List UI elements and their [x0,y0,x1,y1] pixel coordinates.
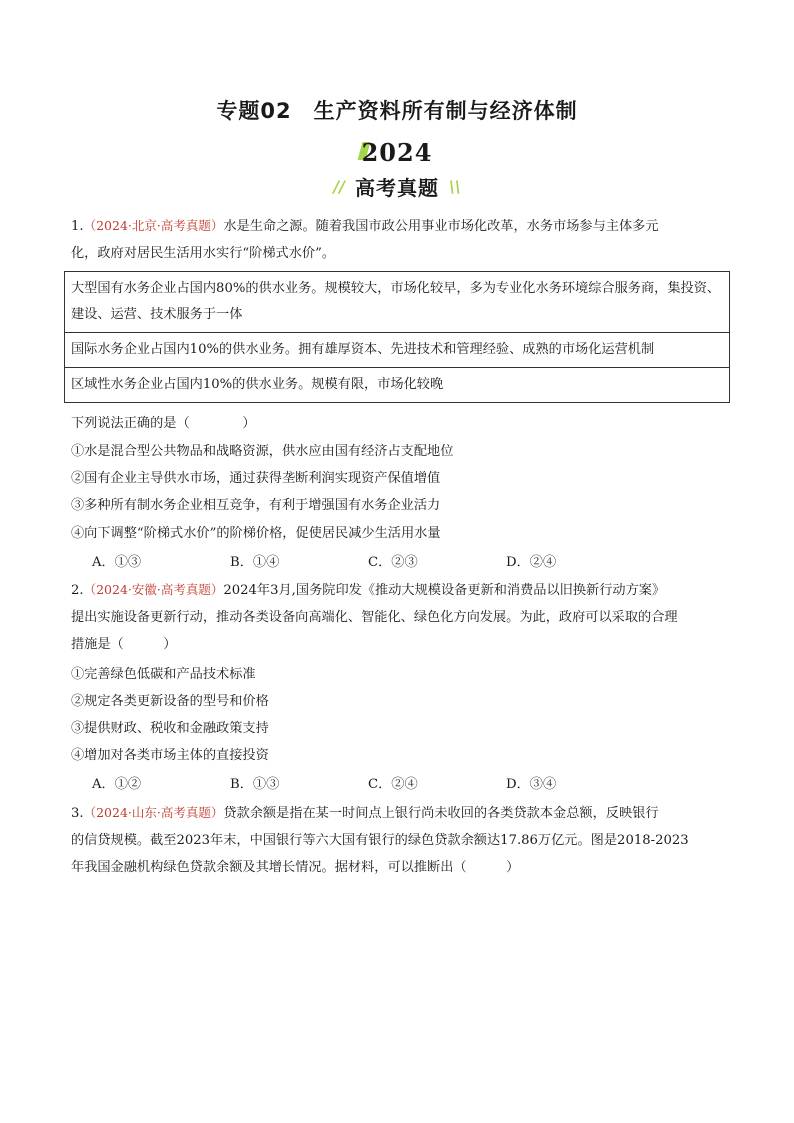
badge-label: 高考真题 [355,176,439,200]
choice-b[interactable]: B．①③ [230,777,280,792]
question-text: 化，政府对居民生活用水实行“阶梯式水价”。 [71,246,336,261]
question-source: （2024·北京·高考真题） [83,218,224,233]
right-slash-decoration: \\ [449,177,461,196]
choice-c[interactable]: C．②④ [368,777,418,792]
question-number: 3. [71,806,84,821]
question-3-stem [71,799,731,881]
statement-item: ④向下调整“阶梯式水价”的阶梯价格，促使居民减少生活用水量 [71,526,441,541]
question-1-stem [71,212,731,267]
table-cell: 区域性水务企业占国内10%的供水业务。规模有限，市场化较晚 [65,368,730,403]
question-source: （2024·山东·高考真题） [83,805,224,820]
table-cell: 国际水务企业占国内10%的供水业务。拥有雄厚资本、先进技术和管理经验、成熟的市场化运营机制 [65,333,730,368]
choice-c[interactable]: C．②③ [368,555,418,570]
statement-item: ①完善绿色低碳和产品技术标准 [71,667,256,682]
choice-a[interactable]: A．①③ [92,555,142,570]
statement-item: ③提供财政、税收和金融政策支持 [71,721,269,736]
statement-item: ②规定各类更新设备的型号和价格 [71,694,269,709]
choice-b[interactable]: B．①④ [230,555,280,570]
question-text: 年我国金融机构绿色贷款余额及其增长情况。据材料，可以推断出（ ） [71,860,520,875]
question-number: 1. [71,219,84,234]
statement-item: ④增加对各类市场主体的直接投资 [71,748,269,763]
question-text: 措施是（ ） [71,637,177,652]
statement-item: ③多种所有制水务企业相互竞争，有利于增强国有水务企业活力 [71,498,441,513]
answer-choices [92,553,644,573]
page-title: 专题02 生产资料所有制与经济体制 [216,99,578,123]
question-1-table [64,271,730,403]
question-text: 提出实施设备更新行动，推动各类设备向高端化、智能化、绿色化方向发展。为此，政府可以采取的合理 [71,610,678,625]
question-text: 水是生命之源。随着我国市政公用事业市场化改革，水务市场参与主体多元 [223,219,659,234]
table-row [65,272,730,333]
statement-item: ②国有企业主导供水市场，通过获得垄断利润实现资产保值增值 [71,471,441,486]
choice-d[interactable]: D．②④ [506,555,557,570]
choice-d[interactable]: D．③④ [506,777,557,792]
left-slash-decoration: // [333,177,345,196]
year-heading [0,138,794,167]
table-row [65,333,730,368]
table-cell: 大型国有水务企业占国内80%的供水业务。规模较大，市场化较早，多为专业化水务环境综合服务商，集投资、建设、运营、技术服务于一体 [65,272,730,333]
choice-a[interactable]: A．①② [92,777,142,792]
question-number: 2. [71,583,84,598]
question-text: 贷款余额是指在某一时间点上银行尚未收回的各类贷款本金总额，反映银行 [223,806,659,821]
question-text: 2024年3月,国务院印发《推动大规模设备更新和消费品以旧换新行动方案》 [223,583,666,598]
question-source: （2024·安徽·高考真题） [83,582,224,597]
question-prompt: 下列说法正确的是（ ） [71,416,256,431]
question-text: 的信贷规模。截至2023年末，中国银行等六大国有银行的绿色贷款余额达17.86万亿元。图是2018-2023 [71,833,689,848]
question-2-stem [71,576,731,658]
statement-item: ①水是混合型公共物品和战略资源，供水应由国有经济占支配地位 [71,444,454,459]
table-row [65,368,730,403]
section-badge [0,172,794,201]
year-text: 2024 [361,138,433,167]
answer-choices [92,775,644,795]
